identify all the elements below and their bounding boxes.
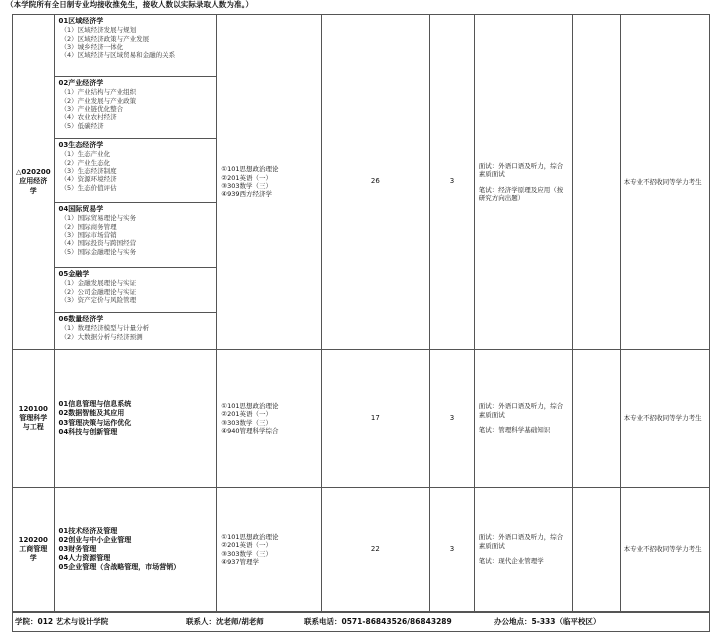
direction-item: （3）城乡经济一体化: [60, 42, 124, 51]
direction-item: （2）国际商务管理: [60, 222, 117, 231]
program-code: 120100: [18, 404, 48, 413]
retest-cell: [474, 15, 572, 350]
enrollment-count: 17: [321, 350, 430, 488]
contact-person: 联系人：沈老师/胡老师: [186, 617, 264, 627]
contact-phone: 联系电话：0571-86843526/86843289: [304, 617, 452, 627]
retest-cell: [474, 350, 572, 488]
exam-subject: ④937管理学: [221, 557, 260, 566]
exam-subject: ③303数学（三）: [221, 182, 273, 190]
direction-item: （1）国际贸易理论与实务: [60, 214, 137, 223]
exam-subjects-cell: [217, 350, 321, 488]
retest-interview: 面试：外语口语及听力，综合素质面试: [478, 402, 564, 419]
program-code-cell: [13, 350, 55, 488]
research-directions-cell: [54, 15, 217, 350]
direction-title: 06数量经济学: [58, 315, 104, 323]
direction-title: 03生态经济学: [58, 141, 104, 149]
direction-item: （4）农业农村经济: [60, 113, 117, 122]
direction-item: （1）金融发展理论与实证: [60, 279, 137, 288]
retest-written: 笔试：经济学原理及应用（按研究方向出题）: [478, 185, 564, 202]
program-row: [13, 488, 710, 612]
program-row: [13, 350, 710, 488]
exam-subjects-cell: [217, 15, 321, 350]
direction-item: （5）生态价值评估: [60, 183, 117, 192]
direction-title: 01技术经济及管理: [58, 526, 118, 535]
direction-item: （2）大数据分析与经济预测: [60, 332, 143, 341]
direction-title: 03财务管理: [58, 544, 97, 553]
direction-item: （3）产业链优化整合: [60, 104, 124, 113]
retest-written: 笔试：管理科学基础知识: [478, 426, 551, 435]
direction-item: （1）数理经济模型与计量分析: [60, 324, 150, 333]
enrollment-count: 26: [321, 15, 430, 350]
direction-item: （1）产业结构与产业组织: [60, 88, 137, 97]
direction-title: 02数据智能及其应用: [58, 409, 125, 418]
direction-item: （3）生态经济制度: [60, 166, 117, 175]
program-name: 工商管理学: [19, 544, 48, 563]
exam-subject: ①101思想政治理论: [221, 165, 279, 174]
research-directions-cell: [54, 488, 217, 612]
retest-interview: 面试：外语口语及听力，综合素质面试: [478, 533, 564, 550]
direction-block: [55, 203, 217, 268]
program-table: [12, 14, 710, 612]
direction-block: [55, 139, 217, 203]
direction-block: [55, 15, 217, 77]
enrollment-count: 22: [321, 488, 430, 612]
research-directions-cell: [54, 350, 217, 488]
exam-subject: ③303数学（三）: [221, 418, 273, 427]
direction-item: （1）区域经济发展与规划: [60, 26, 137, 35]
direction-item: （2）公司金融理论与实证: [60, 287, 137, 296]
program-row: [13, 15, 710, 350]
retest-written: 笔试：现代企业管理学: [478, 557, 544, 566]
blank-cell: [572, 488, 620, 612]
direction-title: 01信息管理与信息系统: [58, 400, 132, 409]
direction-title: 01区域经济学: [58, 17, 104, 25]
direction-item: （2）产业生态化: [60, 158, 111, 167]
recommended-count: 3: [430, 15, 475, 350]
direction-block: [55, 313, 217, 343]
retest-cell: [474, 488, 572, 612]
direction-title: 05金融学: [58, 270, 90, 278]
direction-item: （3）资产定价与风险管理: [60, 295, 137, 304]
notice-text: （本学院所有全日制专业均接收推免生，接收人数以实际录取人数为准。）: [6, 0, 254, 9]
college-footer: [12, 612, 710, 632]
direction-item: （4）区域经济与区域贸易和金融的关系: [60, 51, 176, 60]
direction-item: （2）产业发展与产业政策: [60, 96, 137, 105]
exam-subject: ①101思想政治理论: [221, 401, 279, 410]
direction-title: 04人力资源管理: [58, 554, 111, 563]
blank-cell: [572, 15, 620, 350]
blank-cell: [572, 350, 620, 488]
direction-title: 05企业管理（含战略管理，市场营销）: [58, 563, 181, 572]
program-name: 应用经济学: [19, 177, 48, 195]
retest-interview: 面试：外语口语及听力，综合素质面试: [478, 161, 564, 179]
direction-item: （4）国际投资与跨国经营: [60, 239, 137, 248]
office-location: 办公地点：5-333（临平校区）: [494, 617, 601, 627]
exam-subject: ③303数学（三）: [221, 549, 273, 558]
exam-subject: ④939西方经济学: [221, 190, 273, 199]
program-code: 120200: [18, 535, 48, 544]
exam-subject: ②201英语（一）: [221, 541, 273, 550]
direction-title: 02产业经济学: [58, 79, 104, 87]
exam-subjects-cell: [217, 488, 321, 612]
exam-subject: ④940管理科学综合: [221, 426, 279, 435]
exam-subject: ②201英语（一）: [221, 410, 273, 419]
exam-subject: ②201英语（一）: [221, 173, 273, 182]
direction-item: （5）低碳经济: [60, 121, 104, 130]
direction-item: （2）区域经济政策与产业发展: [60, 34, 150, 43]
note-cell: 本专业不招收同等学力考生: [620, 15, 709, 350]
direction-item: （1）生态产业化: [60, 150, 111, 159]
program-name: 管理科学与工程: [19, 413, 48, 432]
direction-title: 04国际贸易学: [58, 205, 104, 213]
direction-item: （3）国际市场营销: [60, 230, 117, 239]
recommended-count: 3: [430, 488, 475, 612]
program-code-cell: [13, 488, 55, 612]
recommended-count: 3: [430, 350, 475, 488]
college-name: 学院：012 艺术与设计学院: [15, 617, 109, 627]
note-cell: 本专业不招收同等学力考生: [620, 350, 709, 488]
direction-title: 02创业与中小企业管理: [58, 535, 132, 544]
program-code-cell: [13, 15, 55, 350]
direction-item: （4）资源环境经济: [60, 175, 117, 184]
exam-subject: ①101思想政治理论: [221, 532, 279, 541]
direction-item: （5）国际金融理论与实务: [60, 247, 137, 256]
note-cell: 本专业不招收同等学力考生: [620, 488, 709, 612]
direction-title: 03管理决策与运作优化: [58, 418, 132, 427]
direction-block: [55, 77, 217, 139]
direction-title: 04科技与创新管理: [58, 427, 118, 436]
direction-block: [55, 268, 217, 313]
program-code: △020200: [16, 168, 51, 177]
